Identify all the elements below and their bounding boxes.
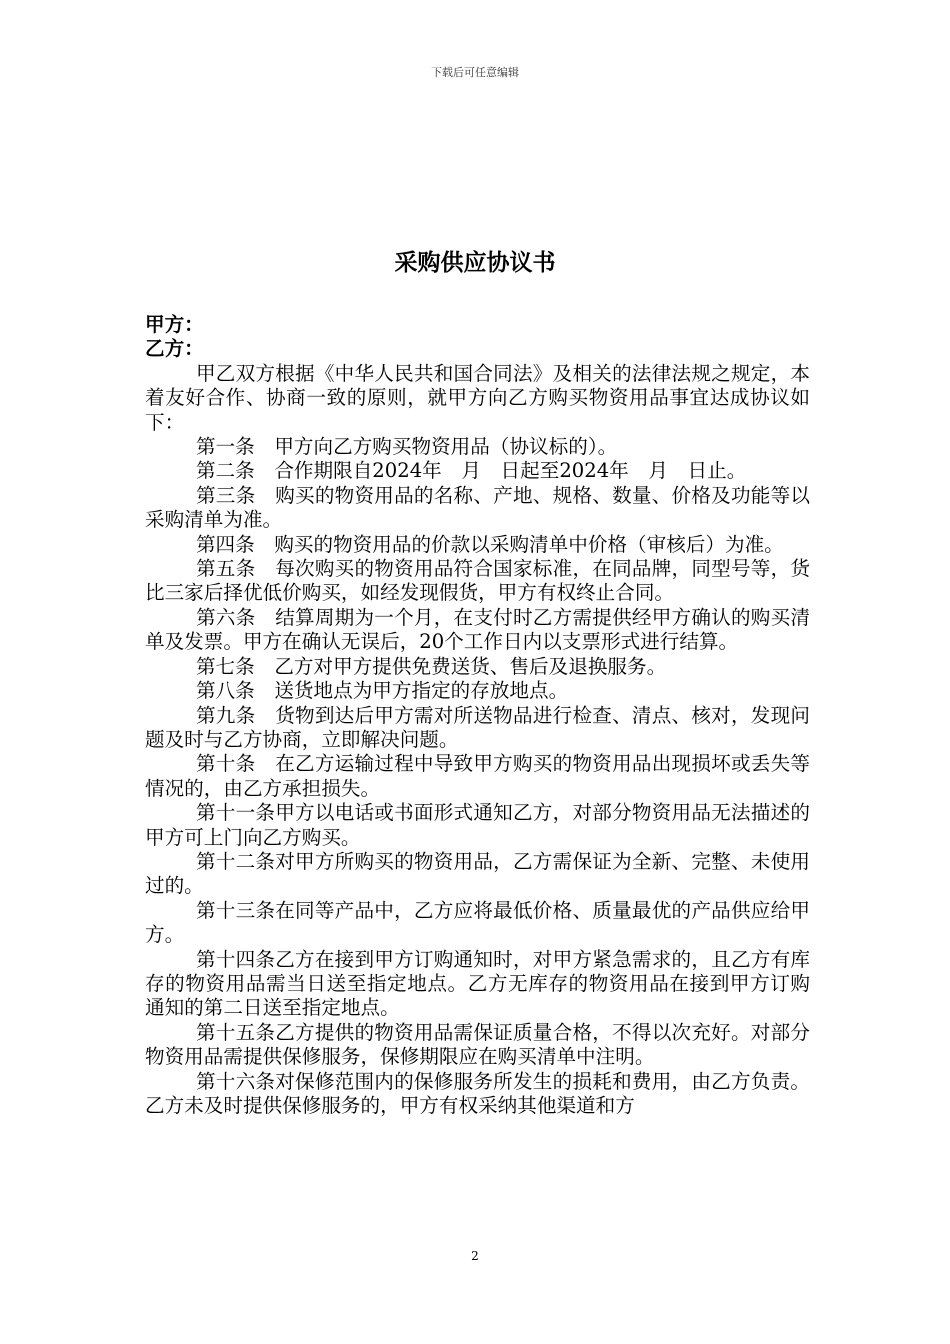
article-2: 第二条 合作期限自2024年 月 日起至2024年 月 日止。 (195, 459, 747, 483)
article-13: 第十三条在同等产品中，乙方应将最低价格、质量最优的产品供应给甲方。 (145, 898, 810, 947)
party-a-label: 甲方： (145, 313, 204, 336)
article-8: 第八条 送货地点为甲方指定的存放地点。 (195, 679, 569, 703)
article-10: 第十条 在乙方运输过程中导致甲方购买的物资用品出现损坏或丢失等情况的，由乙方承担损失。 (145, 752, 810, 800)
article-6: 第六条 结算周期为一个月，在支付时乙方需提供经甲方确认的购买清单及发票。甲方在确认无误后，20个工作日内以支票形式进行结算。 (145, 605, 810, 654)
article-15: 第十五条乙方提供的物资用品需保证质量合格，不得以次充好。对部分物资用品需提供保修服务，保修期限应在购买清单中注明。 (145, 1020, 810, 1069)
article-16: 第十六条对保修范围内的保修服务所发生的损耗和费用，由乙方负责。乙方未及时提供保修服务的，甲方有权采纳其他渠道和方 (145, 1069, 810, 1117)
article-4: 第四条 购买的物资用品的价款以采购清单中价格（审核后）为准。 (195, 532, 784, 556)
article-9: 第九条 货物到达后甲方需对所送物品进行检查、清点、核对，发现问题及时与乙方协商，立即解决问题。 (145, 703, 810, 751)
article-12: 第十二条对甲方所购买的物资用品，乙方需保证为全新、完整、未使用过的。 (145, 849, 810, 898)
article-14: 第十四条乙方在接到甲方订购通知时，对甲方紧急需求的，且乙方有库存的物资用品需当日送至指定地点。乙方无库存的物资用品在接到甲方订购通知的第二日送至指定地点。 (145, 947, 810, 1020)
preamble-paragraph: 甲乙双方根据《中华人民共和国合同法》及相关的法律法规之规定，本着友好合作、协商一致的原则，就甲方向乙方购买物资用品事宜达成协议如下： (145, 361, 810, 434)
page-number: 2 (471, 1249, 479, 1263)
document-title: 采购供应协议书 (394, 250, 556, 276)
party-b-label: 乙方： (145, 337, 204, 361)
document-body (145, 313, 810, 1118)
header-note: 下载后可任意编辑 (431, 66, 519, 79)
article-7: 第七条 乙方对甲方提供免费送货、售后及退换服务。 (195, 654, 667, 678)
article-5: 第五条 每次购买的物资用品符合国家标准，在同品牌，同型号等，货比三家后择优低价购买，如经发现假货，甲方有权终止合同。 (145, 557, 810, 605)
article-3: 第三条 购买的物资用品的名称、产地、规格、数量、价格及功能等以采购清单为准。 (145, 483, 810, 532)
article-11: 第十一条甲方以电话或书面形式通知乙方，对部分物资用品无法描述的甲方可上门向乙方购买。 (145, 801, 810, 849)
article-1: 第一条 甲方向乙方购买物资用品（协议标的）。 (195, 435, 618, 459)
